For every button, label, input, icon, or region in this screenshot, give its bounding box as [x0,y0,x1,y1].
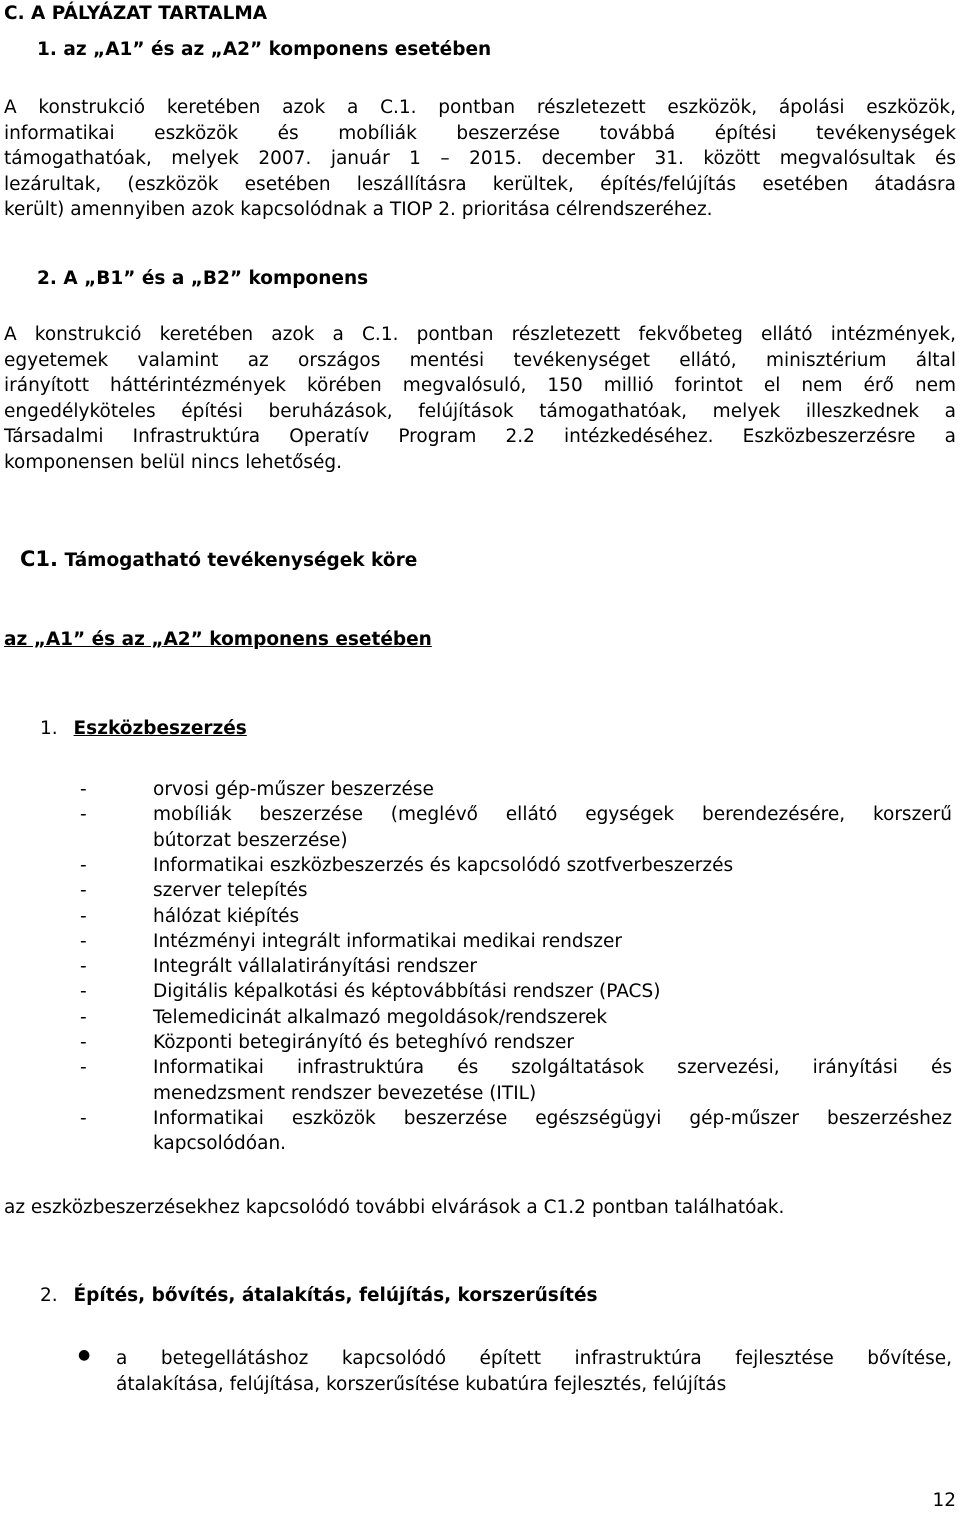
paragraph-line: informatikai eszközök és mobíliák beszerzése továbbá építési tevékenységek [4,122,956,144]
list-item-line: szerver telepítés [153,880,308,902]
paragraph-line: lezárultak, (eszközök esetében leszállításra kerültek, építés/felújítás esetében átadásra [4,173,956,195]
list-dash: - [80,1032,87,1053]
list-item-line: orvosi gép-műszer beszerzése [153,779,434,800]
bullet-line: átalakítása, felújítása, korszerűsítése kubatúra fejlesztés, felújítás [116,1373,727,1395]
list-item-text [153,853,952,879]
list-dash: - [80,930,87,952]
list-dash: - [80,956,87,978]
list-item-line: Központi betegirányító és beteghívó rendszer [153,1032,574,1053]
equipment-note: az eszközbeszerzésekhez kapcsolódó további elvárások a C1.2 pontban találhatóak. [4,1197,785,1218]
list-dash: - [80,779,87,800]
item1-title: Eszközbeszerzés [73,718,247,739]
bullet-text [116,1346,952,1397]
list-item-text [153,878,952,904]
list-item-line: Informatikai eszközök beszerzése egészségügyi gép-műszer beszerzéshez [153,1107,952,1129]
list-dash: - [80,880,87,902]
list-dash: - [80,1006,87,1028]
paragraph-line: A konstrukció keretében azok a C.1. pontban részletezett fekvőbeteg ellátó intézmények, [4,324,956,345]
paragraph-line: támogathatóak, melyek 2007. január 1 – 2015. december 31. között megvalósultak és [4,148,956,169]
paragraph-line: került) amennyiben azok kapcsolódnak a TIOP 2. prioritása célrendszeréhez. [4,199,713,220]
list-item-text [153,802,952,853]
list-dash: - [80,804,87,826]
paragraph-b-components [4,322,956,475]
list-item-line: hálózat kiépítés [153,905,300,927]
list-item-line: mobíliák beszerzése (meglévő ellátó egységek berendezésére, korszerű [153,804,952,826]
list-item-line: kapcsolódóan. [153,1133,287,1155]
paragraph-line: egyetemek valamint az országos mentési tevékenységet ellátó, minisztérium által [4,349,956,371]
list-item-line: Integrált vállalatirányítási rendszer [153,956,477,978]
list-item-text [153,979,952,1005]
paragraph-line: engedélyköteles építési beruházások, felújítások támogathatóak, melyek illeszkednek a [4,400,956,422]
list-item-text [153,904,952,930]
page-number: 12 [932,1490,956,1511]
list-item-text [153,954,952,980]
list-dash: - [80,981,87,1003]
list-dash: - [80,1057,87,1079]
list-item-line: Intézményi integrált informatikai medikai rendszer [153,930,622,952]
list-item-text [153,1055,952,1106]
paragraph-a-components [4,95,956,223]
list-dash: - [80,1107,87,1129]
item2-heading [40,1283,956,1309]
item1-heading [40,716,956,742]
list-item-text [153,777,952,803]
subheading-a1-a2: 1. az „A1” és az „A2” komponens esetében [37,39,492,60]
subheading-b1-b2: 2. A „B1” és a „B2” komponens [37,268,369,289]
paragraph-line: irányított háttérintézmények körében megvalósuló, 150 millió forintot el nem érő nem [4,375,956,396]
list-item-line: Telemedicinát alkalmazó megoldások/rendszerek [153,1006,608,1028]
list-dash: - [80,854,87,876]
paragraph-line: A konstrukció keretében azok a C.1. pontban részletezett eszközök, ápolási eszközök, [4,97,956,118]
list-item-line: Informatikai eszközbeszerzés és kapcsolódó szotfverbeszerzés [153,854,734,876]
section-heading: C. A PÁLYÁZAT TARTALMA [4,3,268,24]
bullet-line: a betegellátáshoz kapcsolódó épített infrastruktúra fejlesztése bővítése, [116,1348,952,1369]
c1-subtitle: az „A1” és az „A2” komponens esetében [4,629,432,650]
list-item-line: Informatikai infrastruktúra és szolgáltatások szervezési, irányítási és [153,1057,952,1079]
paragraph-line: Társadalmi Infrastruktúra Operatív Program 2.2 intézkedéséhez. Eszközbeszerzésre a [4,426,956,447]
item2-number: 2. [40,1285,58,1306]
list-item-text [153,1005,952,1031]
list-dash: - [80,905,87,927]
list-item-line: menedzsment rendszer bevezetése (ITIL) [153,1082,537,1104]
c1-title: Támogatható tevékenységek köre [58,550,418,571]
bullet-icon: ● [78,1347,91,1363]
c1-heading [20,547,956,574]
paragraph-line: komponensen belül nincs lehetőség. [4,451,343,473]
list-item-text [153,1030,952,1056]
item2-title: Építés, bővítés, átalakítás, felújítás, korszerűsítés [73,1285,598,1306]
list-item-text [153,1106,952,1157]
list-item-line: Digitális képalkotási és képtovábbítási rendszer (PACS) [153,981,661,1003]
list-item-line: bútorzat beszerzése) [153,829,348,851]
item1-number: 1. [40,718,58,739]
list-item-text [153,929,952,955]
c1-number: C1. [20,547,59,571]
